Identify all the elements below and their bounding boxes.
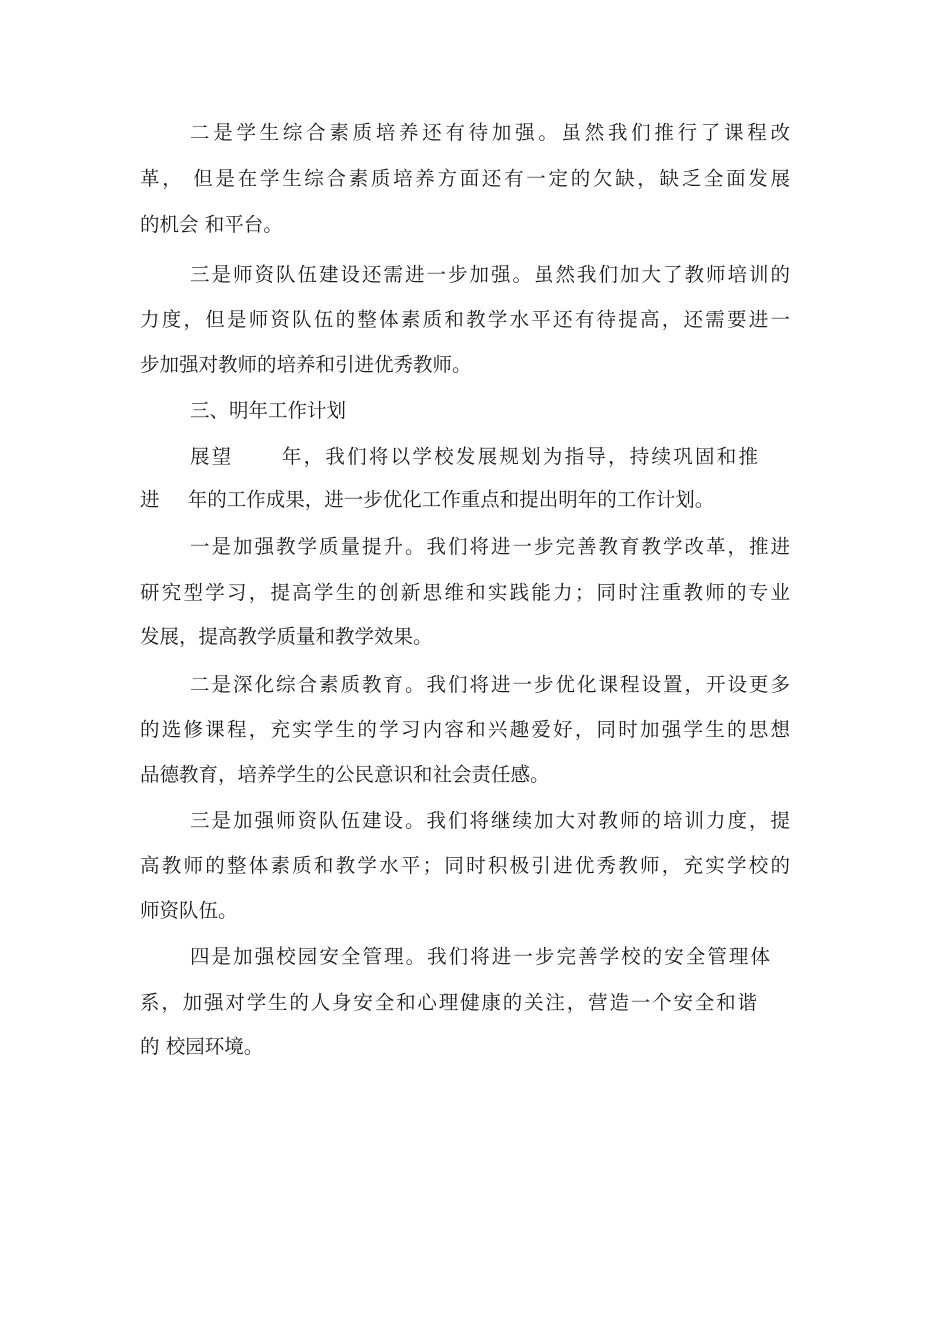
paragraph-6-line-3: 师资队伍。 — [140, 899, 238, 922]
paragraph-7-line-3: 的 校园环境。 — [140, 1035, 264, 1058]
paragraph-5-line-2: 的选修课程，充实学生的学习内容和兴趣爱好，同时加强学生的思想 — [140, 718, 790, 741]
paragraph-7-line-2: 系，加强对学生的人身安全和心理健康的关注，营造一个安全和谐 — [140, 991, 757, 1014]
paragraph-1-line-2: 革， 但是在学生综合素质培养方面还有一定的欠缺，缺乏全面发展 — [140, 167, 790, 190]
paragraph-6-line-2: 高教师的整体素质和教学水平；同时积极引进优秀教师，充实学校的 — [140, 854, 790, 877]
paragraph-4-line-1: 一是加强教学质量提升。我们将进一步完善教育教学改革，推进 — [190, 535, 790, 558]
paragraph-1-line-1: 二是学生综合素质培养还有待加强。虽然我们推行了课程改 — [190, 121, 790, 144]
paragraph-7-line-1: 四是加强校园安全管理。我们将进一步完善学校的安全管理体 — [190, 945, 770, 968]
paragraph-2-line-1: 三是师资队伍建设还需进一步加强。虽然我们加大了教师培训的 — [190, 263, 790, 286]
paragraph-5-line-1: 二是深化综合素质教育。我们将进一步优化课程设置，开设更多 — [190, 673, 790, 696]
paragraph-6-line-1: 三是加强师资队伍建设。我们将继续加大对教师的培训力度，提 — [190, 809, 790, 832]
paragraph-3-line-2: 进 年的工作成果，进一步优化工作重点和提出明年的工作计划。 — [140, 488, 715, 511]
paragraph-1-line-3: 的机会 和平台。 — [140, 213, 283, 236]
paragraph-3-line-1: 展望 年，我们将以学校发展规划为指导，持续巩固和推 — [190, 445, 758, 468]
section-heading: 三、明年工作计划 — [190, 399, 347, 422]
paragraph-2-line-2: 力度，但是师资队伍的整体素质和教学水平还有待提高，还需要进一 — [140, 308, 790, 331]
paragraph-4-line-3: 发展，提高教学质量和教学效果。 — [140, 625, 433, 648]
paragraph-4-line-2: 研究型学习，提高学生的创新思维和实践能力；同时注重教师的专业 — [140, 581, 790, 604]
paragraph-5-line-3: 品德教育，培养学生的公民意识和社会责任感。 — [140, 763, 550, 786]
paragraph-2-line-3: 步加强对教师的培养和引进优秀教师。 — [140, 353, 472, 376]
